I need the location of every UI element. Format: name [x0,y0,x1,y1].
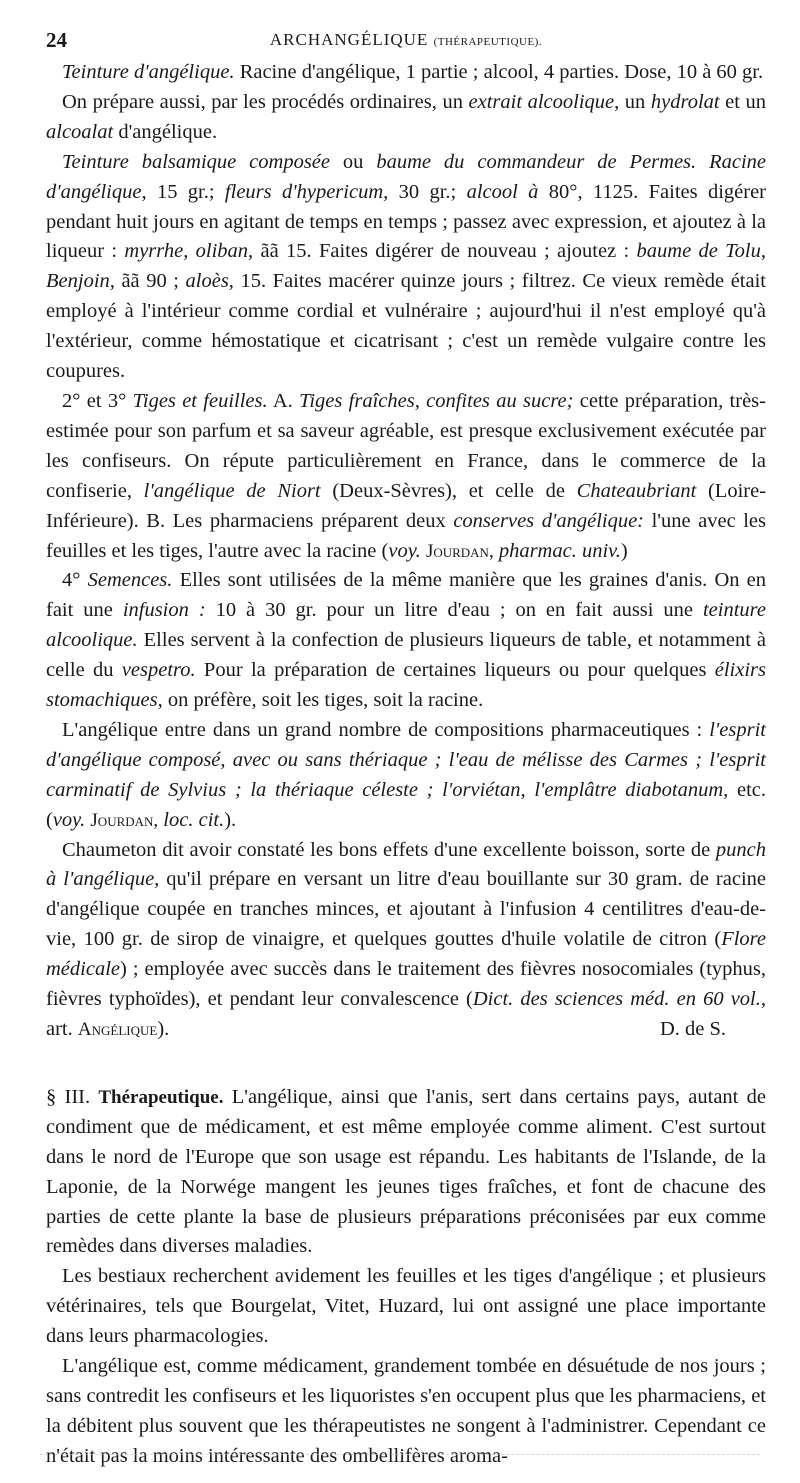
text: , un [614,90,651,113]
paragraph-semences [46,566,766,716]
section-heading: Thérapeutique. [98,1086,224,1108]
term: teinture alcoolique. [46,599,766,652]
term: voy. [52,808,86,831]
term: élixirs stomachiques, [46,659,766,712]
paragraph-baume [46,148,766,387]
paragraph-tiges [46,387,766,566]
running-subtitle: (THÉRAPEUTIQUE). [433,36,543,48]
running-head [46,30,766,50]
text: 15. Faites macérer quinze jours ; filtrez. Ce vieux remède était employé à l'intérieur comme cordial et vulnéraire ; aujourd'hui il n'est employé qu'à l'extérieur, comme hémostatique et cicatrisant ; c'est un remède vulgaire contre les coupures. [46,270,766,383]
text: 15 gr.; [146,180,225,203]
text: etc. ( [46,778,766,831]
term: Teinture d'angélique. [62,61,235,83]
paragraph-chaumeton [46,836,766,1045]
text: Les bestiaux recherchent avidement les feuilles et les tiges d'angélique ; et plusieurs vétérinaires, tels que Bourgelat, Vitet, Huzard, lui ont assigné une place importante dans leurs pharmacologies. [46,1265,766,1348]
term: vespetro. [121,659,196,682]
term: infusion : [122,599,206,622]
term: pharmac. univ. [498,539,621,562]
text: ) ; employée avec succès dans le traitement des fièvres nosocomiales (typhus, fièvres typhoïdes), et pendant leur convalescence ( [46,958,766,1011]
author-name: Jourdan, [425,540,494,562]
text: 80°, 1125. Faites digérer pendant huit jours en agitant de temps en temps ; passez avec expression, et ajoutez à la liqueur : [46,180,766,263]
term: punch à l'angélique, [46,838,766,891]
term: myrrhe, oliban, [124,240,254,263]
term: Flore médicale [46,928,766,981]
term: Teinture balsamique composée [62,150,331,173]
text: ãã 90 ; [114,270,186,293]
text: Elles servent à la confection de plusieurs liqueurs de table, et notamment à celle du [46,629,766,682]
page-header [46,28,766,58]
term: loc. cit. [163,808,225,831]
text [696,151,709,173]
text: ). [157,1018,170,1040]
term: baume de Tolu, Benjoin, [46,240,766,293]
section-gap [46,1045,766,1083]
term: aloès, [185,270,234,293]
page-number: 24 [46,28,67,52]
paragraph-bestiaux [46,1262,766,1352]
text: Chaumeton dit avoir constaté les bons effets d'une excellente boisson, sorte de [62,838,716,861]
text: Elles sont utilisées de la même manière que les graines d'anis. On en fait une [46,569,766,622]
section-number: § III. [46,1085,99,1108]
term: hydrolat [650,90,720,113]
footer-rule [40,1444,760,1455]
text: L'angélique entre dans un grand nombre de compositions pharmaceutiques : [62,718,710,741]
text: 30 gr.; [388,180,467,203]
text: ) [620,539,628,562]
text: Pour la préparation de certaines liqueurs ou pour quelques [195,659,715,682]
signature: D. de S. [659,1018,726,1040]
term: voy. [388,539,421,562]
paragraph-therapeutique [46,1083,766,1262]
running-title: ARCHANGÉLIQUE [269,30,429,49]
term: alcoalat [46,120,114,143]
term: Racine d'angélique, [46,150,767,203]
term: fleurs d'hypericum, [224,180,389,203]
text: ). [224,808,237,831]
text: art. [46,1018,78,1040]
text: 4° [62,569,88,592]
text: L'angélique, ainsi que l'anis, sert dans certains pays, autant de condiment que de médicament, et est même employée comme aliment. C'est surtout dans le nord de l'Europe que son usage est répandu. Les habitants de l'Islande, de la Laponie, de la Norwége mangent les jeunes tiges fraîches, et font de chacune des parties de cette plante la base de plusieurs préparations préconisées par eux comme remèdes dans diverses maladies. [46,1085,766,1258]
text: 2° et 3° [62,389,133,412]
text: ãã 15. Faites digérer de nouveau ; ajoutez : [253,240,637,263]
text: d'angélique. [113,120,218,143]
term: Dict. des sciences méd. en 60 vol., [472,988,766,1011]
text: on préfère, soit les tiges, soit la racine. [162,689,484,712]
text: Racine d'angélique, 1 partie ; alcool, 4 parties. Dose, 10 à 60 gr. [234,61,764,83]
text: (Deux-Sèvres), et celle de [320,479,577,502]
term: Tiges et feuilles. [132,389,268,412]
paragraph-compositions [46,716,766,836]
term: extrait alcoolique [468,90,615,113]
body-text [46,58,766,1472]
paragraph-extrait [46,88,766,148]
text: On prépare aussi, par les procédés ordinaires, un [62,90,469,113]
text: (Loire-Inférieure). B. Les pharmaciens préparent deux [46,479,767,532]
text: et un [719,90,767,113]
text: l'une avec les feuilles et les tiges, l'autre avec la racine ( [46,509,766,562]
term: Tiges fraîches, confites au sucre; [299,389,574,412]
paragraph-teinture [46,58,766,88]
term: conserves d'angélique: [453,509,645,532]
text: ou [330,150,377,173]
author-name: Jourdan, [90,809,159,831]
text: 10 à 30 gr. pour un litre d'eau ; on en fait aussi une [205,599,703,622]
text: A. [267,389,300,412]
term: alcool à [466,180,539,203]
term: Chateaubriant [576,479,697,502]
text: L'angélique est, comme médicament, grandement tombée en désuétude de nos jours ; sans contredit les confiseurs et les liquoristes s'en occupent plus que les pharmaciens, et la débitent plus souvent que les thérapeutistes ne songent à l'administrer. Cependant ce n'était pas la moins intéressante des ombellifères aroma- [46,1355,766,1467]
term: baume du commandeur de Permes. [376,150,697,173]
text: cette préparation, très-estimée pour son parfum et sa saveur agréable, est presque exclusivement exécutée par les confiseurs. On répute particulièrement en France, dans le commerce de la confiserie, [46,389,766,502]
text: qu'il prépare en versant un litre d'eau bouillante sur 30 gram. de racine d'angélique coupée en tranches minces, et ajoutant à l'infusion 4 centilitres d'eau-de-vie, 100 gr. de sirop de vinaigre, et quelques gouttes d'huile volatile de citron ( [46,868,766,951]
term: l'esprit d'angélique composé, avec ou sans thériaque ; l'eau de mélisse des Carmes ; l'esprit carminatif de Sylvius ; la thériaque céleste ; l'orviétan, l'emplâtre diabotanum, [46,718,766,801]
article-name: Angélique [77,1019,158,1040]
term: Semences. [87,569,173,592]
term: l'angélique de Niort [143,479,321,502]
